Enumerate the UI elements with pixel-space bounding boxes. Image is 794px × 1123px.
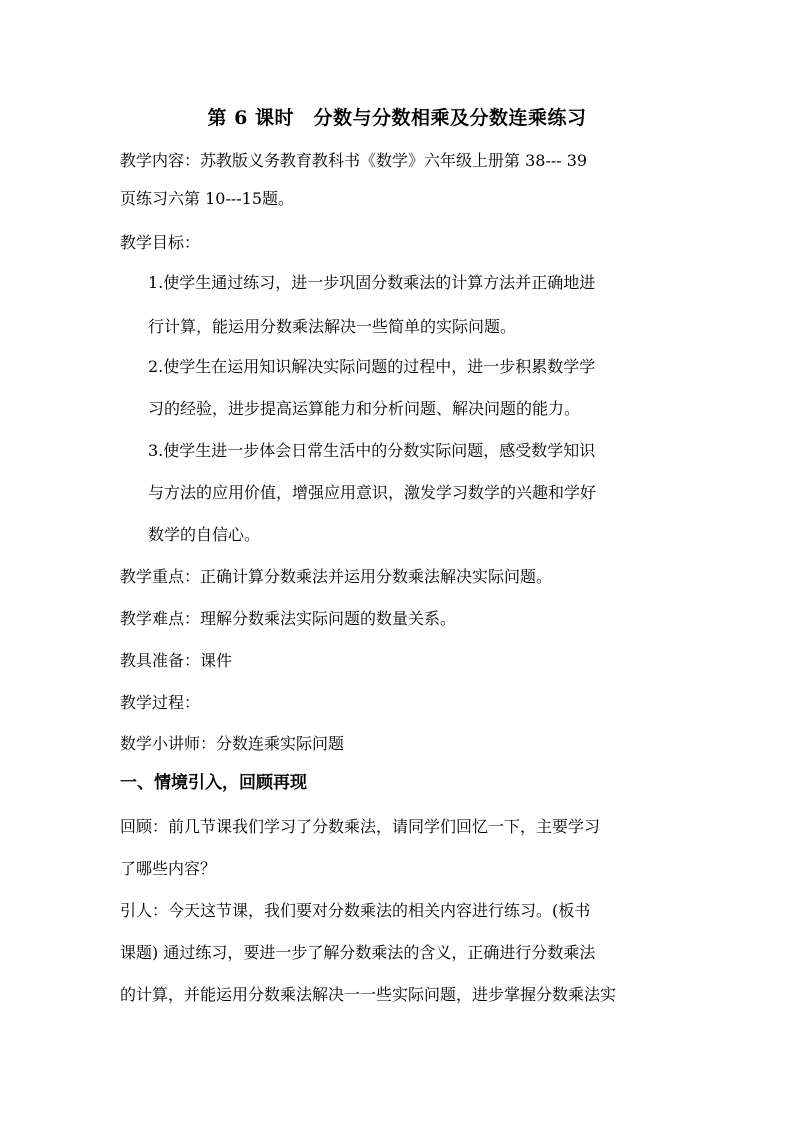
goal-1-line-1: 1.使学生通过练习，进一步巩固分数乘法的计算方法并正确地进 (148, 273, 596, 292)
goal-1-line-2: 行计算，能运用分数乘法解决一些简单的实际问题。 (148, 317, 517, 336)
intro-line-2: 课题) 通过练习，要进一步了解分数乘法的含义，正确进行分数乘法 (120, 943, 596, 962)
goal-3-line-2: 与方法的应用价值，增强应用意识，激发学习数学的兴趣和学好 (148, 483, 597, 502)
teaching-difficulty-line: 教学难点：理解分数乘法实际问题的数量关系。 (120, 609, 457, 628)
intro-line-1: 引人：今天这节课，我们要对分数乘法的相关内容进行练习。(板书 (120, 901, 591, 920)
teaching-goals-heading: 教学目标： (120, 233, 201, 252)
teaching-content-line-1: 教学内容：苏教版义务教育教科书《数学》六年级上册第 38--- 39 (120, 151, 588, 170)
goal-2-line-1: 2.使学生在运用知识解决实际问题的过程中，进一步积累数学学 (148, 357, 596, 376)
teaching-focus-line: 教学重点：正确计算分数乘法并运用分数乘法解决实际问题。 (120, 567, 553, 586)
teaching-process-heading: 教学过程： (120, 693, 201, 712)
intro-line-3: 的计算，并能运用分数乘法解决一一些实际问题，进步掌握分数乘法实 (120, 985, 617, 1004)
teaching-content-line-2: 页练习六第 10---15题。 (120, 189, 295, 208)
lesson-title: 第 6 课时 分数与分数相乘及分数连乘练习 (207, 107, 587, 129)
review-line-2: 了哪些内容？ (120, 859, 217, 878)
teaching-aids-line: 教具准备：课件 (120, 651, 233, 670)
math-lecturer-line: 数学小讲师：分数连乘实际问题 (120, 734, 345, 753)
review-line-1: 回顾：前几节课我们学习了分数乘法，请同学们回忆一下，主要学习 (120, 817, 601, 836)
section-heading-intro: 一、情境引入，回顾再现 (120, 773, 307, 793)
goal-3-line-1: 3.使学生进一步体会日常生活中的分数实际问题，感受数学知识 (148, 441, 596, 460)
goal-2-line-2: 习的经验，进步提高运算能力和分析问题、解决问题的能力。 (148, 399, 581, 418)
goal-3-line-3: 数学的自信心。 (148, 525, 261, 544)
